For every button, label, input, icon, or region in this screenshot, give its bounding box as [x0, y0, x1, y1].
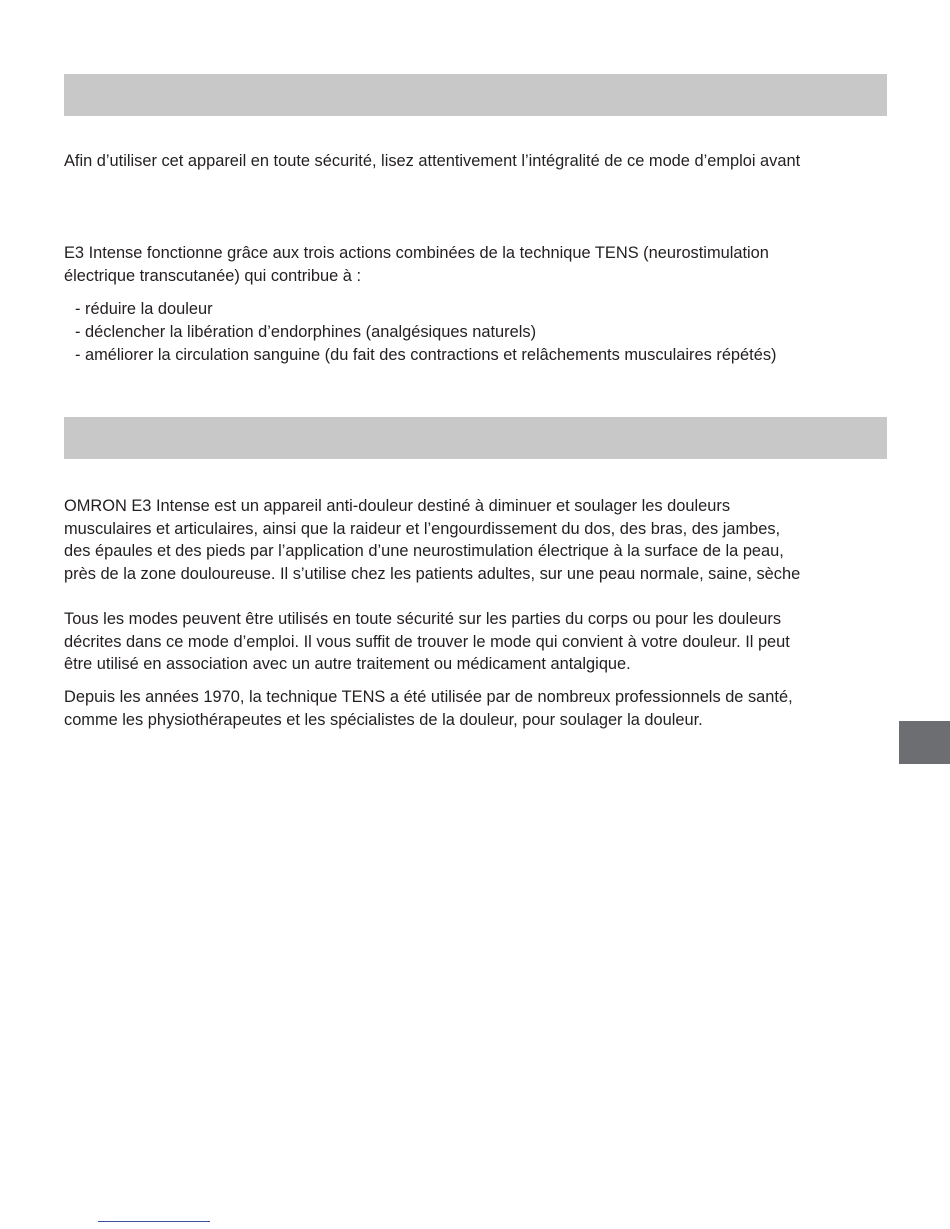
footer-rule: [98, 1221, 210, 1222]
chapter-side-tab: [899, 721, 950, 764]
list-item: - améliorer la circulation sanguine (du fait des contractions et relâchements musculaires répétés): [75, 346, 777, 364]
benefits-list: [75, 298, 776, 367]
modes-paragraph: Tous les modes peuvent être utilisés en toute sécurité sur les parties du corps ou pour les douleurs décrites dans ce mode d’emploi. Il vous suffit de trouver le mode qui convient à votre douleur. Il peut être utilisé en association avec un autre traitement ou médicament antalgique.: [64, 610, 790, 674]
intro-paragraph: Afin d’utiliser cet appareil en toute sécurité, lisez attentivement l’intégralité de ce mode d’emploi avant: [64, 152, 801, 170]
history-paragraph: Depuis les années 1970, la technique TENS a été utilisée par de nombreux professionnels de santé, comme les physiothérapeutes et les spécialistes de la douleur, pour soulager la douleur.: [64, 688, 793, 729]
section-header-band-1: [64, 74, 887, 116]
tens-actions-paragraph: E3 Intense fonctionne grâce aux trois actions combinées de la technique TENS (neurostimulation électrique transcutanée) qui contribue à :: [64, 244, 769, 285]
section-header-band-2: [64, 417, 887, 459]
list-item: - déclencher la libération d’endorphines (analgésiques naturels): [75, 323, 537, 341]
intended-use-paragraph: OMRON E3 Intense est un appareil anti-douleur destiné à diminuer et soulager les douleurs musculaires et articulaires, ainsi que la raideur et l’engourdissement du dos, des bras, des jambes, des épaules et des pieds par l’application d’une neurostimulation électrique à la surface de la peau, près de la zone douloureuse. Il s’utilise chez les patients adultes, sur une peau normale, saine, sèche: [64, 497, 801, 583]
list-item: - réduire la douleur: [75, 300, 213, 318]
